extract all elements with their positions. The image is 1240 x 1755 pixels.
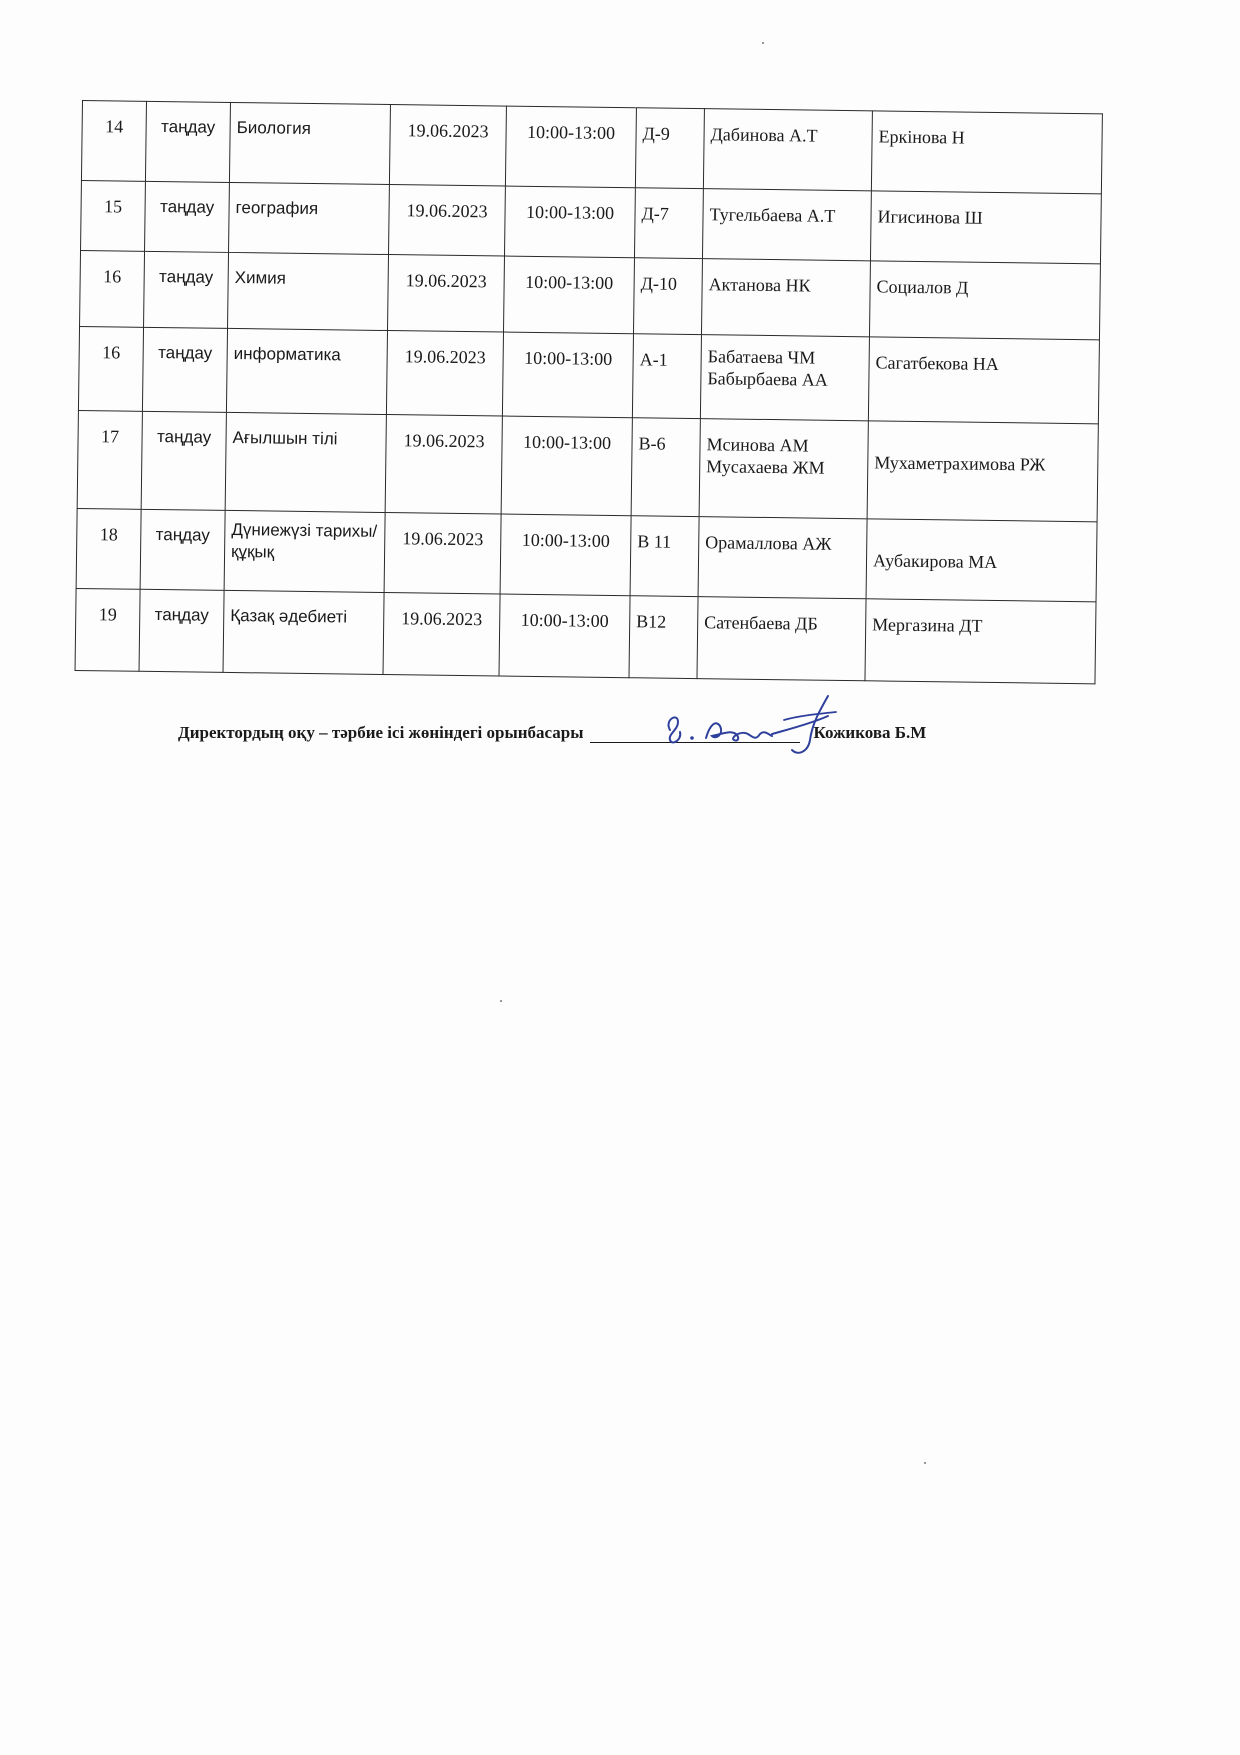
observer: Аубакирова МА [866, 519, 1097, 602]
exam-time: 10:00-13:00 [505, 106, 636, 188]
subject: география [229, 182, 390, 254]
observer: Мергазина ДТ [865, 599, 1096, 684]
exam-type: таңдау [139, 589, 224, 672]
teacher-name: Сатенбаева ДБ [704, 612, 818, 634]
observer: Социалов Д [869, 261, 1100, 340]
exam-date: 19.06.2023 [385, 415, 502, 515]
row-number: 16 [80, 250, 145, 327]
teacher-name: Дабинова А.Т [710, 124, 818, 146]
teacher-cell [698, 517, 867, 599]
exam-time: 10:00-13:00 [500, 514, 631, 596]
row-number: 17 [77, 410, 142, 509]
observer: Еркінова Н [871, 111, 1102, 194]
exam-type: таңдау [145, 101, 230, 182]
exam-date: 19.06.2023 [388, 255, 505, 333]
table-row [80, 250, 1101, 339]
observer: Мухаметрахимова РЖ [867, 421, 1098, 522]
exam-date: 19.06.2023 [383, 592, 500, 676]
teacher-cell [703, 109, 872, 191]
room: А-1 [632, 334, 701, 419]
exam-type: таңдау [140, 509, 225, 590]
subject: Химия [228, 252, 389, 330]
room: В-6 [631, 418, 700, 517]
exam-time: 10:00-13:00 [504, 186, 635, 258]
scan-speck [762, 42, 764, 44]
row-number: 18 [76, 508, 141, 589]
exam-time: 10:00-13:00 [502, 332, 633, 418]
subject: Ағылшын тілі [225, 412, 386, 512]
table-row [76, 508, 1097, 601]
observer: Сагатбекова НА [868, 337, 1099, 424]
room: В12 [629, 596, 698, 679]
teacher-cell [701, 259, 870, 337]
teacher-cell [700, 335, 869, 421]
teacher-name: Бабатаева ЧМ [707, 346, 816, 368]
exam-time: 10:00-13:00 [499, 594, 630, 678]
teacher-name: Мсинова АМ [706, 434, 809, 456]
exam-schedule-table [75, 100, 1103, 684]
exam-time: 10:00-13:00 [503, 256, 634, 334]
subject: Биология [229, 102, 390, 184]
schedule-body [75, 101, 1102, 684]
exam-time: 10:00-13:00 [501, 416, 632, 516]
teacher-name: Тугельбаева А.Т [709, 204, 836, 226]
scan-speck [924, 1462, 926, 1464]
table-row [78, 326, 1099, 423]
room: Д-9 [635, 108, 704, 189]
table-row [81, 180, 1102, 263]
subject: Қазақ әдебиеті [223, 590, 384, 674]
teacher-cell [699, 419, 868, 519]
table-row [77, 410, 1098, 521]
subject: информатика [226, 328, 387, 414]
teacher-name: Актанова НК [708, 274, 811, 296]
teacher-cell [702, 189, 871, 261]
scan-speck [500, 1000, 502, 1002]
schedule-table-wrapper [75, 100, 1102, 684]
row-number: 19 [75, 588, 140, 671]
teacher-cell [697, 597, 866, 681]
handwritten-signature [660, 690, 860, 760]
table-row [75, 588, 1096, 683]
signer-name: Кожикова Б.М [813, 723, 927, 742]
room: В 11 [630, 516, 699, 597]
exam-date: 19.06.2023 [389, 105, 506, 187]
observer: Игисинова Ш [870, 191, 1101, 264]
exam-date: 19.06.2023 [386, 331, 503, 417]
exam-type: таңдау [141, 411, 226, 510]
room: Д-7 [634, 188, 703, 259]
signer-position: Директордың оқу – тәрбие ісі жөніндегі орынбасары [178, 723, 584, 742]
exam-date: 19.06.2023 [384, 513, 501, 595]
row-number: 16 [78, 326, 143, 411]
room: Д-10 [633, 258, 702, 335]
row-number: 14 [81, 101, 146, 182]
exam-type: таңдау [145, 181, 230, 252]
teacher-name: Орамаллова АЖ [705, 532, 832, 554]
table-row [81, 101, 1102, 194]
exam-date: 19.06.2023 [389, 185, 506, 257]
row-number: 15 [81, 180, 146, 251]
teacher-name: Мусахаева ЖМ [706, 456, 825, 478]
subject: Дүниежүзі тарихы/ құқық [224, 510, 385, 592]
exam-type: таңдау [144, 251, 229, 328]
teacher-name: Бабырбаева АА [707, 368, 829, 390]
exam-type: таңдау [142, 327, 227, 412]
